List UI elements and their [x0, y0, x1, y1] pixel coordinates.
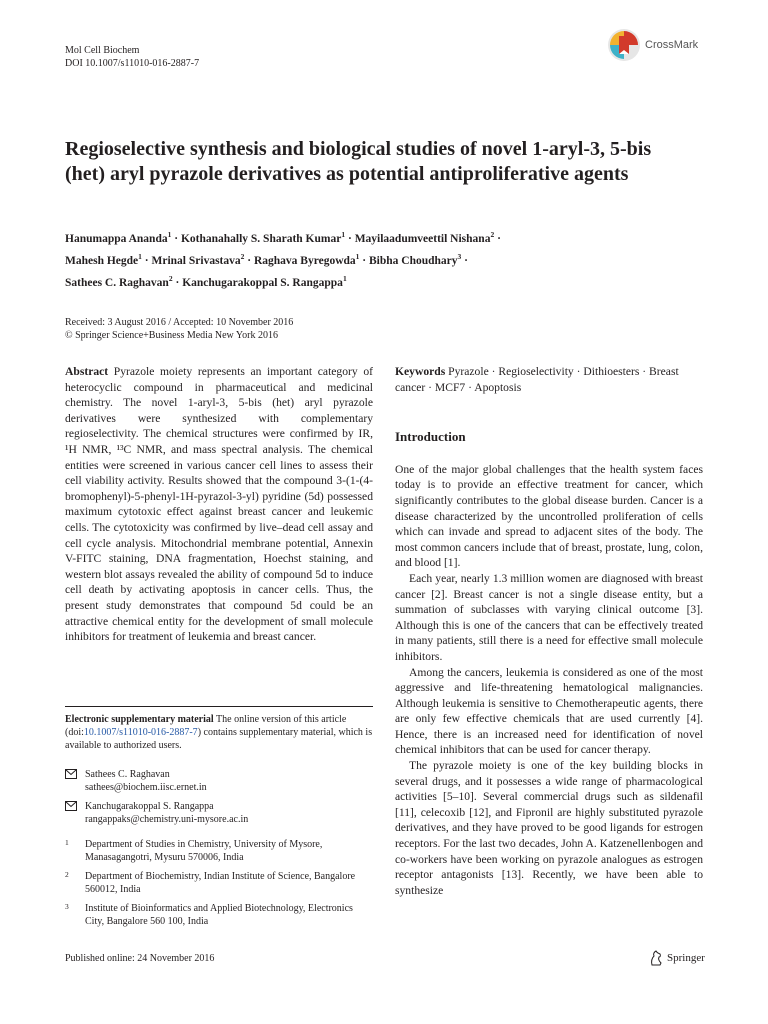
author-name[interactable]: Mrinal Srivastava	[151, 254, 241, 267]
keywords-heading: Keywords	[395, 365, 446, 378]
correspondent-email[interactable]: sathees@biochem.iisc.ernet.in	[85, 782, 207, 793]
doi: DOI 10.1007/s11010-016-2887-7	[65, 58, 200, 69]
affiliation-text: Institute of Bioinformatics and Applied Biotechnology, Electronics City, Bangalore 560 100, India	[85, 903, 353, 927]
affiliation-text: Department of Studies in Chemistry, University of Mysore, Manasagangotri, Mysuru 570006, India	[85, 839, 323, 863]
crossmark-icon	[607, 28, 641, 62]
intro-paragraph: Among the cancers, leukemia is considered as one of the most aggressive and life-threatening hematological malignancies. Although leukemia is sensitive to Chemotherapeutic agents, there are only few effective chemicals that are used currently [4]. Hence, there is an increased need for identification of novel chemical inhibitors that can be used for cancer therapy.	[395, 665, 703, 757]
author-aff: 2	[168, 273, 173, 283]
affiliation	[65, 870, 373, 896]
author-name[interactable]: Kothanahally S. Sharath Kumar	[180, 232, 342, 245]
affiliation	[65, 902, 373, 928]
keywords	[395, 364, 703, 395]
introduction-heading: Introduction	[395, 429, 466, 445]
received-accepted: Received: 3 August 2016 / Accepted: 10 November 2016	[65, 317, 294, 328]
author-aff: 2	[490, 230, 495, 239]
esm-text-after: ) contains supplementary material, which is available to authorized users.	[65, 727, 373, 751]
affiliation-text: Department of Biochemistry, Indian Institute of Science, Bangalore 560012, India	[85, 871, 356, 895]
supplementary-note	[65, 713, 373, 752]
author-name[interactable]: Mahesh Hegde	[65, 254, 139, 267]
affiliation-number: 3	[65, 902, 69, 911]
article-dates	[65, 316, 293, 342]
abstract	[65, 364, 373, 645]
author-name[interactable]: Kanchugarakoppal S. Rangappa	[182, 276, 343, 289]
author-aff: 1	[341, 230, 346, 239]
esm-heading: Electronic supplementary material	[65, 714, 214, 725]
correspondence-item	[65, 800, 373, 826]
esm-text-before: The online version of this article (doi:	[65, 714, 347, 738]
author-aff: 1	[138, 251, 142, 261]
journal-header	[65, 44, 199, 70]
divider	[65, 706, 373, 707]
author-aff: 1	[342, 273, 347, 283]
springer-horse-icon	[649, 950, 663, 966]
esm-doi-link[interactable]: 10.1007/s11010-016-2887-7	[83, 727, 198, 738]
author-name[interactable]: Hanumappa Ananda	[65, 232, 168, 245]
correspondent-email[interactable]: rangappaks@chemistry.uni-mysore.ac.in	[85, 814, 249, 825]
envelope-icon	[65, 769, 77, 779]
author-list: Hanumappa Ananda$^1$ · Kothanahally S. Sharath Kumar$^1$ · Mayilaadumveettil Nishana$^2$ · Mahesh Hegde$^1$ · Mrinal Srivastava$^2$ · Raghava Byregowda$^1$ · Bibha Choudhary$^3$ · Sathees C. Raghavan$^2$ · Kanchugarakoppal S. Rangappa$^1$	[65, 230, 501, 289]
intro-paragraph: Each year, nearly 1.3 million women are diagnosed with breast cancer [2]. Breast cancer is not a single disease entity, but a summation of subclasses with varying clinical outcome [3]. Although this is one of the cancers that can be effectively treated in many patients, still there is a need for effective small molecule inhibitors.	[395, 571, 703, 663]
crossmark-badge[interactable]	[607, 28, 698, 62]
publisher-logo	[649, 950, 705, 966]
affiliation-number: 1	[65, 838, 69, 847]
crossmark-label: CrossMark	[645, 39, 699, 51]
author-name[interactable]: Bibha Choudhary	[369, 254, 458, 267]
intro-paragraph: One of the major global challenges that the health system faces today is to provide an effective treatment for cancer, which significantly contributes to the global disease burden. Cancer is a disease characterized by the uncontrolled proliferation of cells which can invade and spread to adjacent sites of the body. The most common cancers include that of breast, prostate, lung, colon, and blood [1].	[395, 462, 703, 570]
author-aff: 1	[355, 251, 360, 261]
author-aff: 3	[457, 251, 462, 261]
copyright: © Springer Science+Business Media New York 2016	[65, 330, 278, 341]
envelope-icon	[65, 801, 77, 811]
author-aff: 1	[167, 230, 172, 239]
publisher-name: Springer	[667, 952, 705, 964]
author-name[interactable]: Raghava Byregowda	[253, 254, 356, 267]
correspondence-item	[65, 768, 373, 794]
article-title: Regioselective synthesis and biological studies of novel 1-aryl-3, 5-bis (het) aryl pyrazole derivatives as potential antiproliferative agents	[65, 138, 652, 185]
journal-name: Mol Cell Biochem	[65, 45, 140, 56]
published-date: Published online: 24 November 2016	[65, 953, 215, 964]
correspondent-name: Sathees C. Raghavan	[85, 769, 170, 780]
author-aff: 2	[240, 251, 245, 261]
right-column	[395, 364, 703, 898]
keywords-text: Pyrazole · Regioselectivity · Dithioesters · Breast cancer · MCF7 · Apoptosis	[395, 365, 679, 394]
author-name[interactable]: Mayilaadumveettil Nishana	[354, 232, 491, 245]
affiliation	[65, 838, 373, 864]
abstract-text: Pyrazole moiety represents an important category of heterocyclic compound in pharmaceutical and medicinal chemistry. The novel 1-aryl-3, 5-bis (het) aryl pyrazole derivatives were synthesized with complementary regioselectivity. The chemical structures were confirmed by IR, ¹H NMR, ¹³C NMR, and mass spectral analysis. The chemical entities were screened in various cancer cell lines to assess their cell viability activity. Results showed that the compound 3-(1-(4-bromophenyl)-5-phenyl-1H-pyrazol-3-yl) pyridine (5d) possessed maximum cytotoxic effect against breast cancer and leukemic cells. The cytotoxicity was confirmed by live–dead cell assay and cell cycle analysis. Mitochondrial membrane potential, Annexin V-FITC staining, DNA fragmentation, Hoechst staining, and western blot assays revealed the ability of compound 5d to induce cell death by activating apoptosis in cancer cells. Thus, the present study demonstrates that compound 5d could be an attractive chemical entity for the development of small molecule inhibitors for treatment of leukemia and breast cancer.	[65, 365, 373, 644]
abstract-heading: Abstract	[65, 365, 109, 378]
author-name[interactable]: Sathees C. Raghavan	[65, 276, 169, 289]
correspondent-name: Kanchugarakoppal S. Rangappa	[85, 801, 214, 812]
intro-paragraph: The pyrazole moiety is one of the key building blocks in several drugs, and it possesses a wide range of pharmacological activities [5–10]. Several commercial drugs such as sildenafil [11], celecoxib [12], and Fipronil are highly substituted pyrazole derivatives, and they have proved to be good ligands for estrogen receptors. For the last two decades, John A. Katzenellenbogen and co-workers have been working on pyrazole analogues as estrogen receptor antagonists [13]. Recently, we have been able to synthesize	[395, 759, 703, 897]
affiliation-number: 2	[65, 870, 69, 879]
